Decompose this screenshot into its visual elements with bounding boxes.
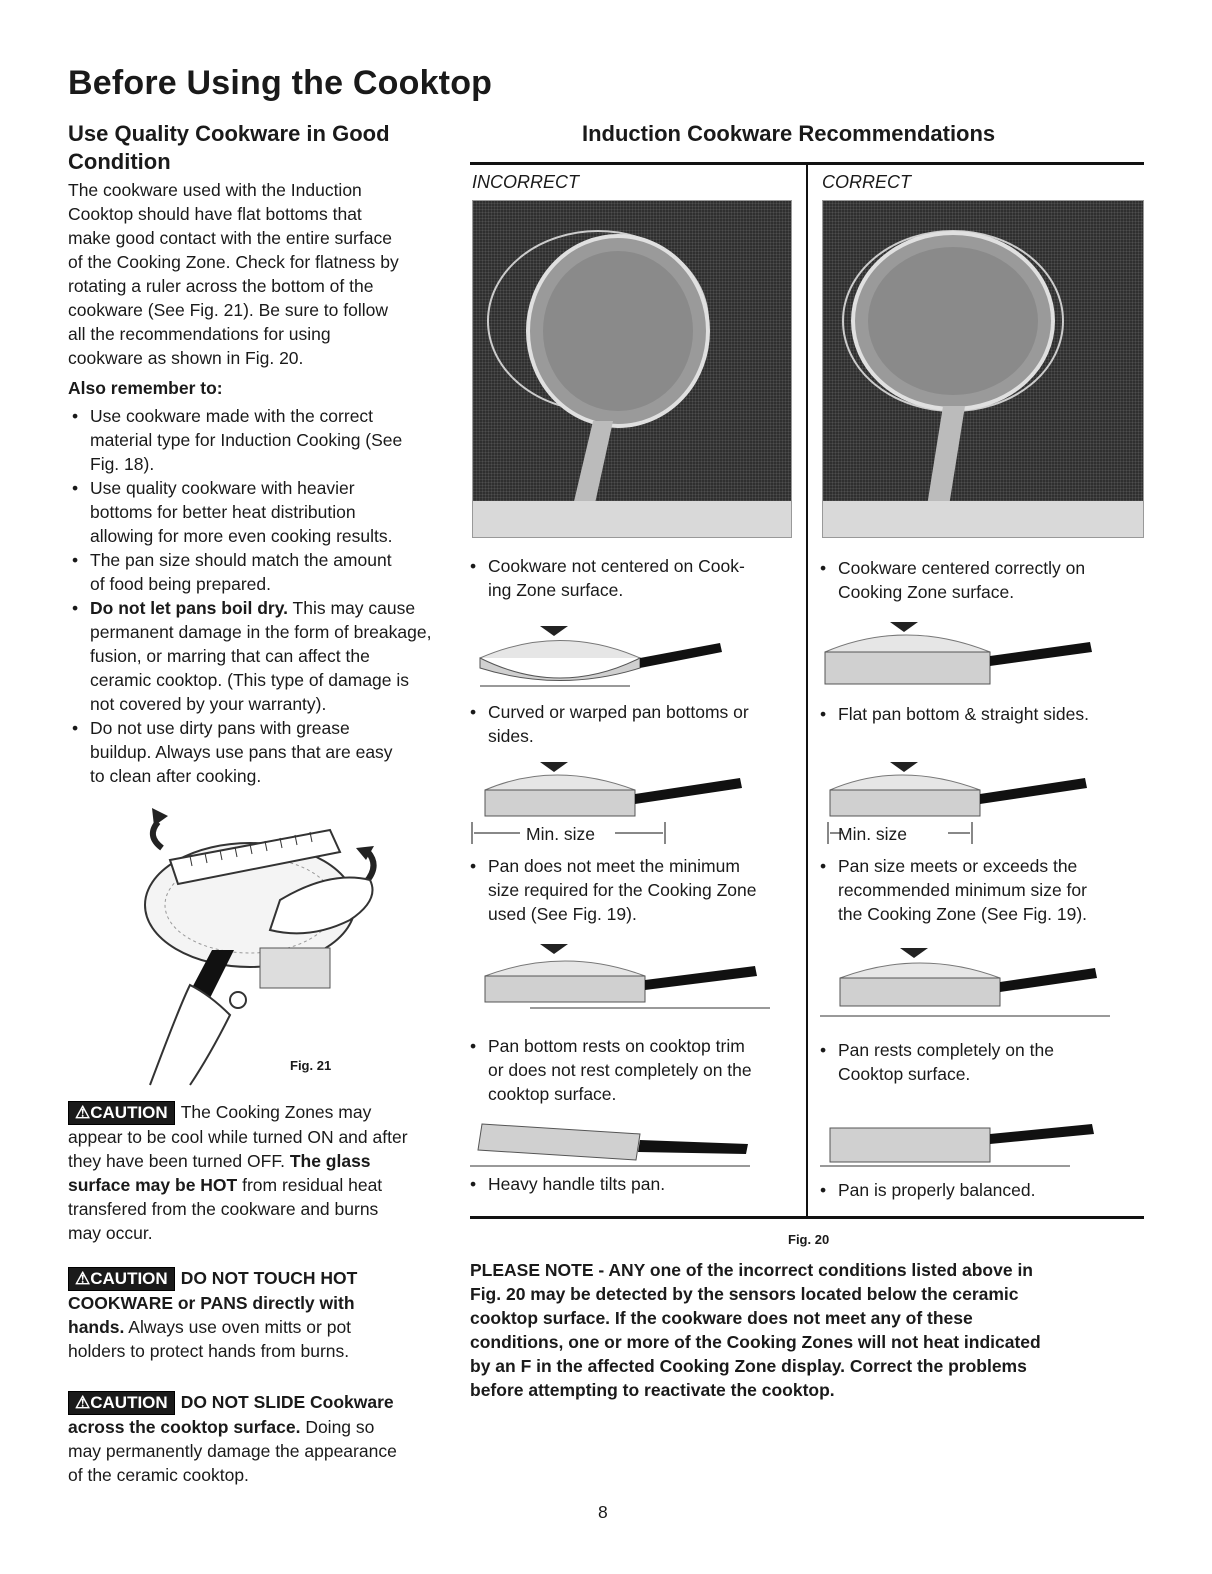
- min-size-label-correct: Min. size: [838, 824, 908, 844]
- list-item: [816, 854, 1146, 926]
- list-item: [68, 596, 458, 716]
- text-line: transfered from the cookware and burns: [68, 1199, 379, 1219]
- text-line: size required for the Cooking Zone: [488, 880, 757, 900]
- text-line: • Cookware not centered on Cook-: [488, 556, 745, 576]
- incorrect-item-3: [466, 854, 796, 926]
- pan-on-surface-illustration: [820, 944, 1120, 1024]
- hand-left: [150, 985, 230, 1085]
- arrow-head-icon: [152, 808, 168, 826]
- correct-item-3: [816, 854, 1146, 926]
- warped-pan-illustration: [470, 618, 780, 694]
- text-line: [68, 1173, 458, 1197]
- text-line: cookware (See Fig. 21). Be sure to follow: [68, 300, 389, 320]
- incorrect-item-2: [466, 700, 796, 748]
- text-line: all the recommendations for using: [68, 324, 331, 344]
- correct-item-1: [816, 556, 1146, 604]
- pan-body: [840, 978, 1000, 1006]
- text-line: [68, 1100, 458, 1125]
- text-line: used (See Fig. 19).: [488, 904, 637, 924]
- text-line: make good contact with the entire surface: [68, 228, 392, 248]
- text-line: [68, 1149, 458, 1173]
- list-item: [466, 1034, 796, 1106]
- pan-body: [485, 790, 635, 816]
- pan-handle: [640, 643, 722, 668]
- text-line: holders to protect hands from burns.: [68, 1341, 350, 1361]
- page-title: Before Using the Cooktop: [68, 64, 493, 102]
- ruler-check-illustration: [130, 800, 390, 1090]
- list-item: [816, 1178, 1146, 1202]
- caution-hot-cookware: [68, 1266, 458, 1363]
- text-line: • Pan is properly balanced.: [838, 1180, 1036, 1200]
- list-item: [466, 854, 796, 926]
- caution-badge: ⚠CAUTION: [68, 1101, 175, 1125]
- text-line: may occur.: [68, 1223, 153, 1243]
- text-line: Cooktop should have flat bottoms that: [68, 204, 362, 224]
- section-heading-quality-cookware: [68, 120, 390, 176]
- text-span: Always use oven mitts or pot: [124, 1317, 352, 1337]
- list-item: [68, 548, 458, 596]
- text-line: or does not rest completely on the: [488, 1060, 752, 1080]
- text-span: Doing so: [300, 1417, 375, 1437]
- text-line: • Pan rests completely on the: [838, 1040, 1054, 1060]
- pan-edge: [260, 948, 330, 988]
- list-item: [816, 556, 1146, 604]
- section-heading-recommendations: Induction Cookware Recommendations: [582, 121, 996, 146]
- text-line: The cookware used with the Induction: [68, 180, 362, 200]
- text-line: [68, 1390, 458, 1415]
- text-line: • Heavy handle tilts pan.: [488, 1174, 666, 1194]
- text-line: • Use cookware made with the correct: [90, 406, 374, 426]
- correct-label: CORRECT: [822, 172, 911, 192]
- pan-body-tilted: [478, 1124, 640, 1160]
- pan-lid: [840, 963, 1000, 978]
- pan-handle: [990, 642, 1092, 666]
- text-line: Cooktop surface.: [838, 1064, 971, 1084]
- bold-text: The glass: [289, 1151, 371, 1171]
- caution-badge: ⚠CAUTION: [68, 1267, 175, 1291]
- page-number: 8: [598, 1502, 608, 1522]
- remember-list: [68, 404, 458, 788]
- lid-knob: [540, 944, 568, 954]
- correct-item-4: [816, 1038, 1146, 1086]
- lid-knob: [890, 622, 918, 632]
- bold-text: Do not let pans boil dry.: [90, 598, 289, 618]
- bold-text: hands.: [68, 1317, 125, 1337]
- heading-line: Use Quality Cookware in Good: [68, 121, 390, 146]
- correct-cooktop-photo: [822, 200, 1144, 538]
- remember-heading: Also remember to:: [68, 378, 223, 398]
- flat-pan-illustration: [820, 618, 1120, 694]
- please-note-paragraph: [470, 1258, 1150, 1402]
- text-span: from residual heat: [237, 1175, 383, 1195]
- text-line: • The pan size should match the amount: [90, 550, 392, 570]
- pan-lid: [485, 775, 635, 790]
- text-line: Fig. 20 may be detected by the sensors located below the ceramic: [470, 1284, 1019, 1304]
- heading-line: Condition: [68, 149, 171, 174]
- control-strip: [473, 501, 791, 537]
- pan-handle: [990, 1124, 1094, 1144]
- text-line: • Pan does not meet the minimum: [488, 856, 740, 876]
- text-line: • Curved or warped pan bottoms or: [488, 702, 749, 722]
- lid-knob: [540, 626, 568, 636]
- text-line: fusion, or marring that can affect the: [90, 646, 370, 666]
- incorrect-item-1: [466, 554, 796, 602]
- caution-do-not-slide: [68, 1390, 458, 1487]
- list-item: [68, 404, 458, 476]
- text-line: Fig. 18).: [90, 454, 155, 474]
- pan-lid: [480, 641, 640, 659]
- bold-text: DO NOT TOUCH HOT: [180, 1268, 358, 1288]
- list-item: [68, 716, 458, 788]
- text-line: the Cooking Zone (See Fig. 19).: [838, 904, 1088, 924]
- fig21-caption: Fig. 21: [290, 1058, 332, 1073]
- pan-handle: [1000, 968, 1097, 992]
- pan-body-curved: [480, 658, 640, 681]
- correct-item-5: [816, 1178, 1146, 1202]
- text-line: cookware as shown in Fig. 20.: [68, 348, 304, 368]
- bold-text: surface may be HOT: [68, 1175, 238, 1195]
- text-line: rotating a ruler across the bottom of the: [68, 276, 374, 296]
- incorrect-cooktop-photo: [472, 200, 792, 538]
- centered-pan-image: [823, 201, 1143, 537]
- lid-knob: [900, 948, 928, 958]
- text-line: material type for Induction Cooking (See: [90, 430, 403, 450]
- text-span: they have been turned OFF.: [68, 1151, 290, 1171]
- pan-body: [485, 976, 645, 1002]
- text-span: This may cause: [288, 598, 416, 618]
- intro-paragraph: [68, 178, 458, 370]
- correct-item-2: [816, 702, 1146, 726]
- lid-knob: [540, 762, 568, 772]
- text-line: may permanently damage the appearance: [68, 1441, 397, 1461]
- pan-body: [830, 1128, 990, 1162]
- list-item: [816, 1038, 1146, 1086]
- list-item: [466, 700, 796, 748]
- incorrect-item-5: [466, 1172, 796, 1196]
- pan-inner: [868, 247, 1038, 395]
- text-line: [68, 1266, 458, 1291]
- control-strip: [823, 501, 1143, 537]
- list-item: [68, 476, 458, 548]
- text-line: • Use quality cookware with heavier: [90, 478, 355, 498]
- lid-knob: [890, 762, 918, 772]
- text-line: of food being prepared.: [90, 574, 271, 594]
- incorrect-item-4: [466, 1034, 796, 1106]
- caution-badge: ⚠CAUTION: [68, 1391, 175, 1415]
- text-line: [68, 1415, 458, 1439]
- text-line: bottoms for better heat distribution: [90, 502, 356, 522]
- off-center-pan-image: [473, 201, 791, 537]
- text-line: recommended minimum size for: [838, 880, 1087, 900]
- pan-handle: [645, 966, 757, 990]
- text-line: allowing for more even cooking results.: [90, 526, 393, 546]
- text-line: before attempting to reactivate the cooktop.: [470, 1380, 835, 1400]
- pan-body: [825, 652, 990, 684]
- text-line: buildup. Always use pans that are easy: [90, 742, 393, 762]
- pan-on-trim-illustration: [470, 940, 780, 1020]
- pan-handle: [638, 1140, 748, 1154]
- text-line: by an F in the affected Cooking Zone display. Correct the problems: [470, 1356, 1027, 1376]
- text-line: • Pan size meets or exceeds the: [838, 856, 1078, 876]
- incorrect-label: INCORRECT: [472, 172, 579, 192]
- pan-handle: [635, 778, 742, 804]
- pan-handle: [980, 778, 1087, 804]
- thumb: [230, 992, 246, 1008]
- text-line: • Pan bottom rests on cooktop trim: [488, 1036, 745, 1056]
- text-line: not covered by your warranty).: [90, 694, 327, 714]
- text-line: ceramic cooktop. (This type of damage is: [90, 670, 410, 690]
- min-size-label-incorrect: Min. size: [526, 824, 596, 844]
- text-line: COOKWARE or PANS directly with: [68, 1293, 355, 1313]
- text-line: cooktop surface. If the cookware does not meet any of these: [470, 1308, 973, 1328]
- text-line: [68, 1315, 458, 1339]
- list-item: [816, 702, 1146, 726]
- text-line: permanent damage in the form of breakage,: [90, 622, 432, 642]
- balanced-pan-illustration: [820, 1118, 1120, 1170]
- rotate-arrow-icon: [153, 822, 162, 848]
- pan-lid: [825, 635, 990, 652]
- text-line: [90, 596, 458, 620]
- text-span: The Cooking Zones may: [180, 1102, 372, 1122]
- bold-text: DO NOT SLIDE Cookware: [180, 1392, 394, 1412]
- bold-text: across the cooktop surface.: [68, 1417, 301, 1437]
- list-item: [466, 1172, 796, 1196]
- pan-inner: [543, 251, 693, 411]
- text-line: PLEASE NOTE - ANY one of the incorrect conditions listed above in: [470, 1260, 1033, 1280]
- text-line: appear to be cool while turned ON and after: [68, 1127, 408, 1147]
- text-line: Cooking Zone surface.: [838, 582, 1015, 602]
- text-line: • Cookware centered correctly on: [838, 558, 1086, 578]
- text-line: • Do not use dirty pans with grease: [90, 718, 350, 738]
- pan-lid: [485, 961, 645, 976]
- text-line: • Flat pan bottom & straight sides.: [838, 704, 1089, 724]
- text-line: conditions, one or more of the Cooking Zones will not heat indicated: [470, 1332, 1041, 1352]
- pan-body: [830, 790, 980, 816]
- figure-bottom-rule: [470, 1216, 1144, 1219]
- caution-cool-appearance: [68, 1100, 458, 1245]
- figure-divider: [806, 162, 808, 1218]
- fig20-caption: Fig. 20: [788, 1232, 830, 1247]
- list-item: [466, 554, 796, 602]
- text-line: of the ceramic cooktop.: [68, 1465, 249, 1485]
- text-line: sides.: [488, 726, 534, 746]
- tilted-pan-illustration: [470, 1114, 780, 1170]
- small-pan-illustration: [470, 760, 780, 846]
- text-line: of the Cooking Zone. Check for flatness by: [68, 252, 399, 272]
- text-line: ing Zone surface.: [488, 580, 624, 600]
- text-line: to clean after cooking.: [90, 766, 262, 786]
- pan-lid: [830, 775, 980, 790]
- text-line: cooktop surface.: [488, 1084, 617, 1104]
